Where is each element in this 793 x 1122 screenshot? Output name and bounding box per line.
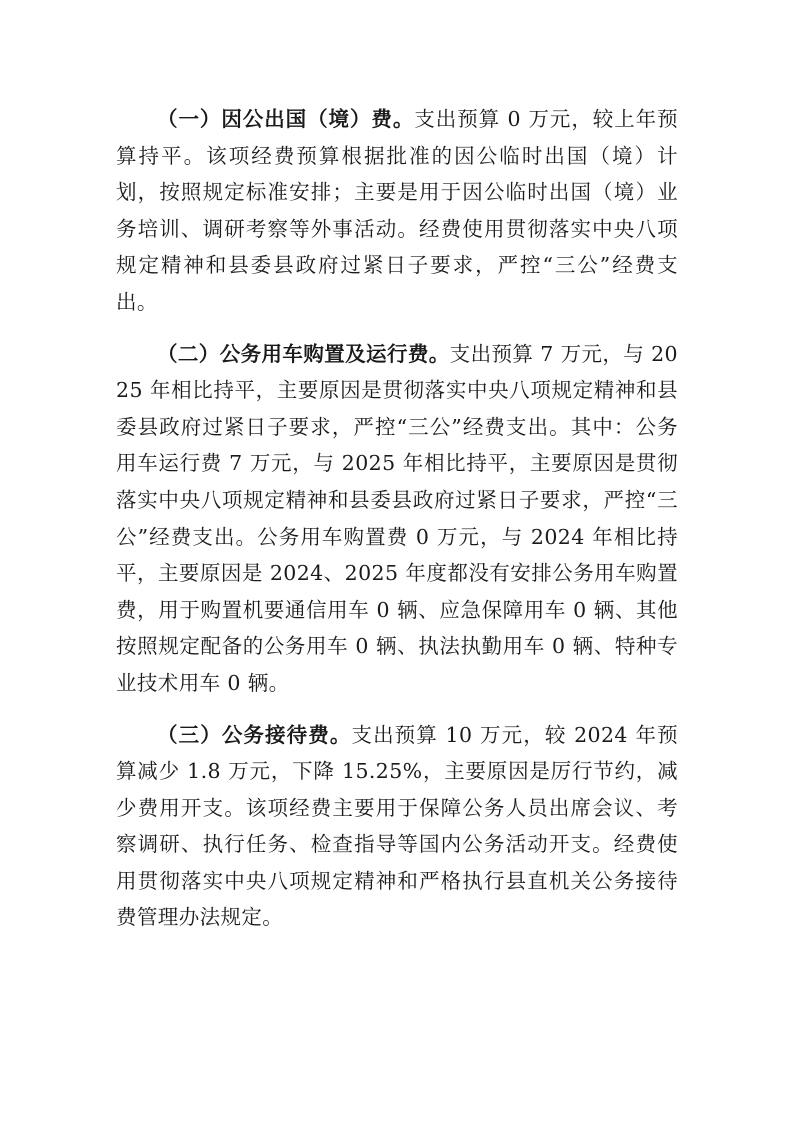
section-body: 支出预算 7 万元，与 2025 年相比持平，主要原因是贯彻落实中央八项规定精神和县委县政府过紧日子要求，严控“三公”经费支出。其中：公务用车运行费 7 万元，与 2025 年相比持平，主要原因是贯彻落实中央八项规定精神和县委县政府过紧日子要求，严控“三公”经费支出。公务用车购置费 0 万元，与 2024 年相比持平，主要原因是 2024、2025 年度都没有安排公务用车购置费，用于购置机要通信用车 0 辆、应急保障用车 0 辆、其他按照规定配备的公务用车 0 辆、执法执勤用车 0 辆、特种专业技术用车 0 辆。	[116, 341, 678, 695]
document-body	[116, 101, 678, 951]
section-body: 支出预算 0 万元，较上年预算持平。该项经费预算根据批准的因公临时出国（境）计划，按照规定标准安排；主要是用于因公临时出国（境）业务培训、调研考察等外事活动。经费使用贯彻落实中央八项规定精神和县委县政府过紧日子要求，严控“三公”经费支出。	[116, 107, 678, 314]
section-official-vehicles	[116, 336, 678, 702]
section-official-reception	[116, 717, 678, 937]
section-heading: （二）公务用车购置及运行费。	[157, 341, 450, 366]
section-heading: （三）公务接待费。	[157, 722, 352, 747]
section-official-overseas-travel	[116, 101, 678, 321]
section-heading: （一）因公出国（境）费。	[157, 107, 415, 131]
section-body: 支出预算 10 万元，较 2024 年预算减少 1.8 万元，下降 15.25%，主要原因是厉行节约，减少费用开支。该项经费主要用于保障公务人员出席会议、考察调研、执行任务、检查指导等国内公务活动开支。经费使用贯彻落实中央八项规定精神和严格执行县直机关公务接待费管理办法规定。	[116, 722, 678, 930]
